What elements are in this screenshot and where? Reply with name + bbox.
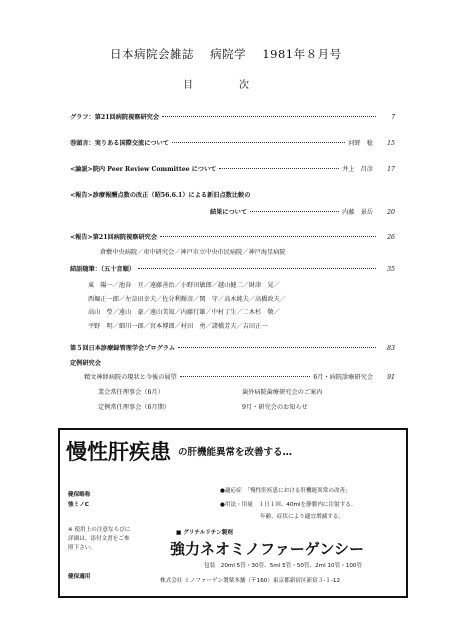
journal-name: 日本病院会雑誌 bbox=[110, 47, 194, 61]
brand-name: 強力ネオミノファーゲンシー bbox=[170, 540, 365, 558]
journal-issue: 1981年８月号 bbox=[262, 47, 342, 61]
toc-list bbox=[70, 112, 395, 411]
toc-title: 目 次 bbox=[183, 80, 267, 91]
toc-entry[interactable]: 結語随筆：（五十音順） 35 bbox=[70, 266, 395, 273]
toc-entry[interactable]: 定例研究会 bbox=[70, 360, 101, 367]
toc-entry[interactable]: グラフ：第21回病院視察研究会 7 bbox=[70, 114, 395, 121]
maker-info: 株式会社 ミノファーゲン製薬本舗（〒160）東京都新宿区新宿３-１-12 bbox=[160, 578, 341, 584]
toc-entry[interactable]: 巻頭言：実りある国際交流について 河野 稔 15 bbox=[70, 140, 395, 147]
toc-entry[interactable]: 第５回日本診療録管理学会プログラム 83 bbox=[70, 345, 395, 352]
toc-entry[interactable]: 結果について 内藤 景岳 20 bbox=[210, 209, 395, 216]
toc-entry[interactable]: <報告>診療報酬点数の改正（昭56.6.1）による新旧点数比較の bbox=[70, 192, 251, 199]
essay-authors: 東 陽一／池谷 亘／遠藤善治／小野田敏郎／越山健二／財津 晃／ 西堀正一郎／左奈田幸夫／佐分利輝彦／関 守／高木純夫／高橋政夫／ 高山 瑩／遠山 豪／遠山美知／内藤行雄／中村丁生／二木杉 敬／ 平野 明／細川一郎／宮本博郎／村田 勇／諸橋芳夫／吉田正一 bbox=[88, 282, 286, 330]
toc-subentry: 倉敷中央病院／車中研究会／神戸市立中央市民病院／神戸海星病院 bbox=[100, 249, 286, 256]
study-line: 業会常任理事会（6月） 歯外病院歯療研究会のご案内 bbox=[98, 389, 323, 396]
toc-entry[interactable]: <報告>第21回病院視察研究会 26 bbox=[70, 234, 395, 241]
ad-headline-sub: の肝機能異常を改善する… bbox=[178, 447, 293, 458]
study-line: 定例常任理事会（6月期） 9月・研究会のお知らせ bbox=[98, 404, 308, 411]
ad-headline: 慢性肝疾患 bbox=[66, 440, 171, 464]
study-line[interactable]: 精文神経病院の現状と今後の展望 6月・病院診療研究会 91 bbox=[84, 374, 395, 381]
drug-advertisement: 慢性肝疾患 の肝機能異常を改善する… ●適応症 「慢性肝疾患における肝機能異常の改善」 ●用法・用量 １日１回、40mlを静脈内に注射する。 年齢、症状により適宜増減する。 健保略称 強ミノC ※ 使用上の注意ならびに詳細は、添付文書をご参照下さい。 健保適用 ■ グリチルリチン製剤 強力ネオミノファーゲンシー 包装 20ml 5管・30管、5ml 5管・50管、2ml 10管・100管 株式会社 ミノファーゲン製薬本舗（〒160）東京都新宿区新宿３-１-12 bbox=[58, 428, 408, 598]
toc-entry[interactable]: <論説>院内 Peer Review Committee について 井上 昌彦 17 bbox=[70, 166, 395, 173]
journal-section: 病院学 bbox=[210, 47, 247, 61]
journal-header bbox=[110, 46, 354, 62]
